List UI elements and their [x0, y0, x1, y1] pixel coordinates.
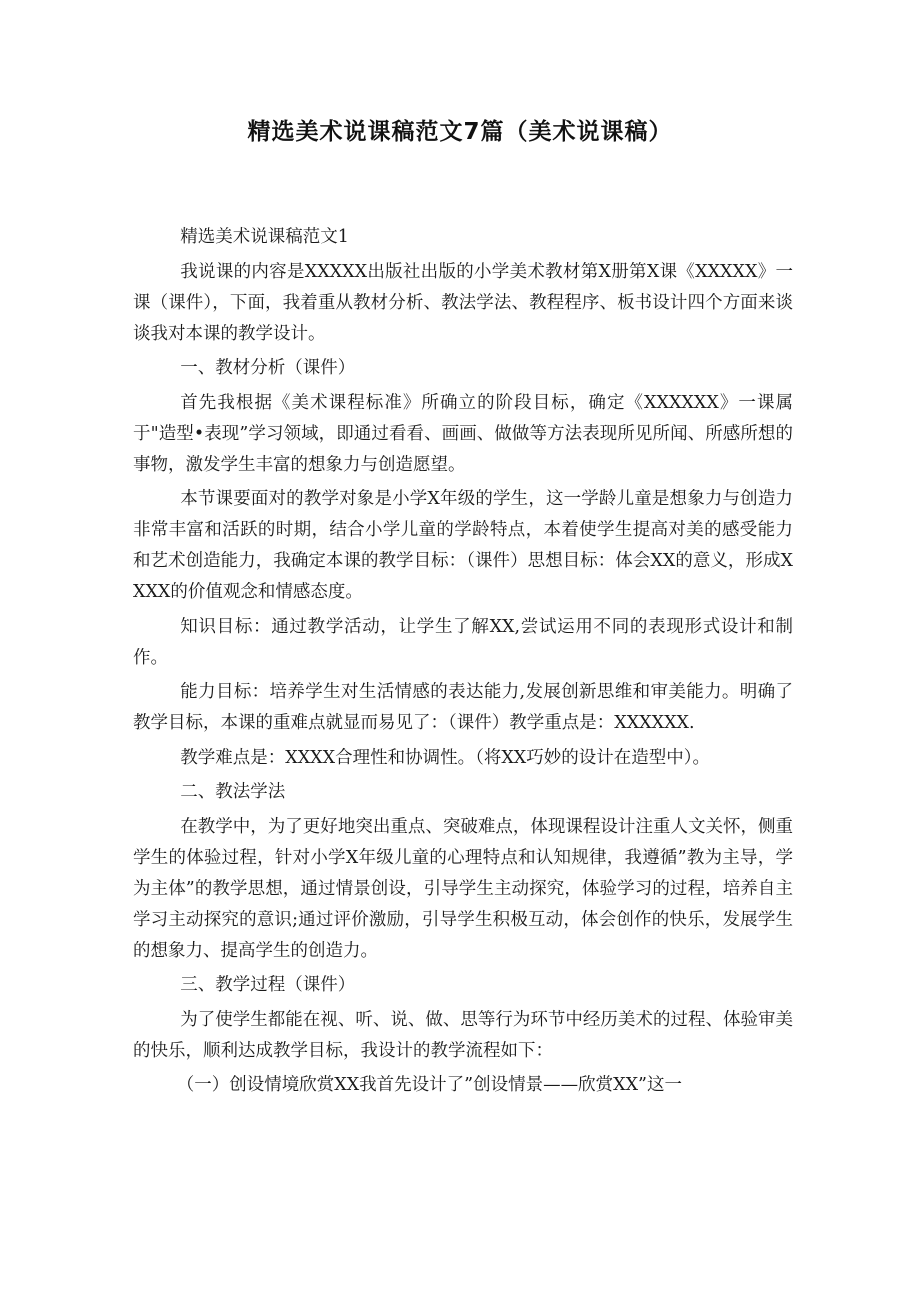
paragraph: 本节课要面对的教学对象是小学X年级的学生，这一学龄儿童是想象力与创造力非常丰富和活跃的时期，结合小学儿童的学龄特点，本着使学生提高对美的感受能力和艺术创造能力，我确定本课的教学目标：（课件）思想目标：体会XX的意义，形成XXXX的价值观念和情感态度。 [133, 489, 793, 602]
paragraph: 能力目标：培养学生对生活情感的表达能力,发展创新思维和审美能力。明确了教学目标，本课的重难点就显而易见了：（课件）教学重点是：XXXXXX. [133, 682, 793, 733]
subsection-paragraph: （一）创设情境欣赏XX我首先设计了”创设情景——欣赏XX”这一 [176, 1075, 682, 1095]
paragraph: 教学难点是：XXXX合理性和协调性。（将XX巧妙的设计在造型中）。 [180, 747, 710, 768]
section-heading: 二、教法学法 [180, 782, 286, 802]
paragraph: 我说课的内容是XXXXX出版社出版的小学美术教材第X册第X课《XXXXX》一课（课件），下面，我着重从教材分析、教法学法、教程程序、板书设计四个方面来谈谈我对本课的教学设计。 [133, 261, 793, 344]
section-heading: 三、教学过程（课件） [180, 975, 356, 995]
section-heading: 精选美术说课稿范文1 [180, 227, 349, 247]
paragraph: 为了使学生都能在视、听、说、做、思等行为环节中经历美术的过程、体验审美的快乐，顺利达成教学目标，我设计的教学流程如下： [133, 1009, 793, 1061]
document-body [133, 222, 793, 1105]
document-title: 精选美术说课稿范文7篇（美术说课稿） [247, 119, 673, 145]
paragraph: 知识目标：通过教学活动，让学生了解XX,尝试运用不同的表现形式设计和制作。 [133, 616, 793, 668]
section-heading: 一、教材分析（课件） [180, 358, 356, 378]
paragraph: 在教学中，为了更好地突出重点、突破难点，体现课程设计注重人文关怀，侧重学生的体验过程，针对小学X年级儿童的心理特点和认知规律，我遵循”教为主导，学为主体”的教学思想，通过情景创设，引导学生主动探究，体验学习的过程，培养自主学习主动探究的意识;通过评价激励，引导学生积极互动，体会创作的快乐，发展学生的想象力、提高学生的创造力。 [133, 816, 793, 961]
paragraph: 首先我根据《美术课程标准》所确立的阶段目标，确定《XXXXXX》一课属于"造型•表现”学习领域，即通过看看、画画、做做等方法表现所见所闻、所感所想的事物，激发学生丰富的想象力与创造愿望。 [133, 392, 793, 475]
